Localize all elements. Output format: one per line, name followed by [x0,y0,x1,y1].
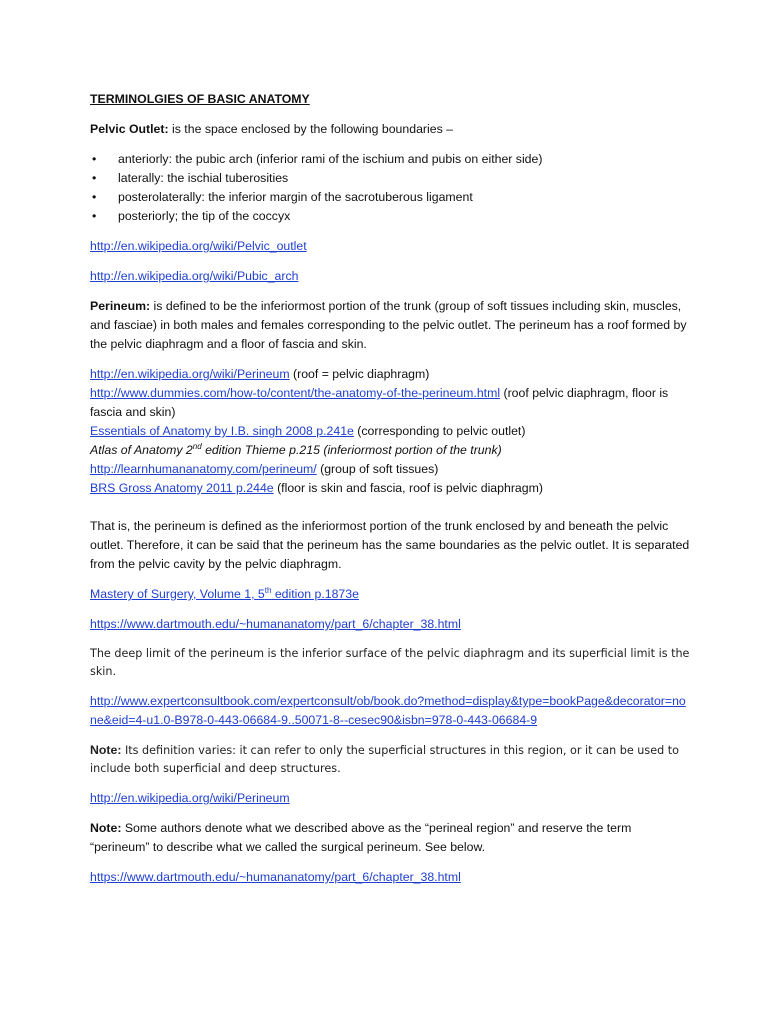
list-item: • laterally: the ischial tuberosities [90,169,690,188]
list-item: • anteriorly: the pubic arch (inferior rami of the ischium and pubis on either side) [90,150,690,169]
reference-note: (group of soft tissues) [316,462,439,476]
note-text: Some authors denote what we described above as the “perineal region” and reserve the term “perineum” to describe what we called the surgical perineum. See below. [90,821,632,854]
boundaries-list [90,150,690,226]
list-item: • posterolaterally: the inferior margin of the sacrotuberous ligament [90,188,690,207]
wikipedia-perineum-link[interactable]: http://en.wikipedia.org/wiki/Perineum [90,367,290,381]
deep-limit-paragraph: The deep limit of the perineum is the inferior surface of the pelvic diaphragm and its superficial limit is the skin. [90,647,690,678]
reference-note: (roof pelvic diaphragm, floor is fascia and skin) [90,386,669,419]
atlas-sup: nd [192,441,202,451]
mastery-text: Mastery of Surgery, Volume 1, 5 [90,587,265,601]
that-is-paragraph: That is, the perineum is defined as the inferiormost portion of the trunk enclosed by and beneath the pelvic outlet. Therefore, it can be said that the perineum has the same boundaries as the pelvic outlet. It is separated from the pelvic cavity by the pelvic diaphragm. [90,519,690,571]
dartmouth-link-2[interactable]: https://www.dartmouth.edu/~humananatomy/part_6/chapter_38.html [90,870,461,884]
mastery-of-surgery-link[interactable] [90,587,359,601]
atlas-text: Atlas of Anatomy 2 [90,443,193,457]
mastery-text-post: edition p.1873e [271,587,359,601]
essentials-of-anatomy-link[interactable]: Essentials of Anatomy by I.B. singh 2008 p.241e [90,424,354,438]
dummies-link[interactable]: http://www.dummies.com/how-to/content/the-anatomy-of-the-perineum.html [90,386,501,400]
pubic-arch-link[interactable]: http://en.wikipedia.org/wiki/Pubic_arch [90,269,299,283]
wikipedia-perineum-link-2[interactable]: http://en.wikipedia.org/wiki/Perineum [90,791,290,805]
perineum-term: Perineum: [90,299,151,313]
mastery-sup: th [264,585,272,595]
note-paragraph-1 [90,741,690,778]
dartmouth-link[interactable]: https://www.dartmouth.edu/~humananatomy/part_6/chapter_38.html [90,617,461,631]
pelvic-outlet-link[interactable]: http://en.wikipedia.org/wiki/Pelvic_outlet [90,239,307,253]
note-term: Note: [90,743,122,757]
pelvic-outlet-text: is the space enclosed by the following boundaries – [168,122,453,136]
pelvic-outlet-term: Pelvic Outlet: [90,122,169,136]
atlas-text-post: edition Thieme p.215 (inferiormost portion of the trunk) [201,443,502,457]
reference-note: (floor is skin and fascia, roof is pelvic diaphragm) [273,481,543,495]
perineum-definition [90,297,690,354]
reference-note: (corresponding to pelvic outlet) [353,424,526,438]
perineum-references [90,365,690,498]
expertconsult-link[interactable]: http://www.expertconsultbook.com/expertconsult/ob/book.do?method=display&type=bookPage&decorator=none&eid=4-u1.0-B978-0-443-06684-9..50071-8--cesec90&isbn=978-0-443-06684-9 [90,694,686,727]
pelvic-outlet-definition [90,120,690,139]
list-item: • posteriorly; the tip of the coccyx [90,207,690,226]
document-page [90,90,690,898]
note-term: Note: [90,821,122,835]
learnhumananatomy-link[interactable]: http://learnhumananatomy.com/perineum/ [90,462,317,476]
reference-note: (roof = pelvic diaphragm) [289,367,430,381]
perineum-text: is defined to be the inferiormost portion of the trunk (group of soft tissues including skin, muscles, and fasciae) in both males and females corresponding to the pelvic outlet. The perineum has a roof formed by the pelvic diaphragm and a floor of fascia and skin. [90,299,687,351]
atlas-reference [90,441,690,460]
brs-gross-anatomy-link[interactable]: BRS Gross Anatomy 2011 p.244e [90,481,274,495]
note-paragraph-2 [90,819,690,857]
note-text: Its definition varies: it can refer to only the superficial structures in this region, or it can be used to include both superficial and deep structures. [90,744,679,775]
page-title: TERMINOLGIES OF BASIC ANATOMY [90,92,310,106]
